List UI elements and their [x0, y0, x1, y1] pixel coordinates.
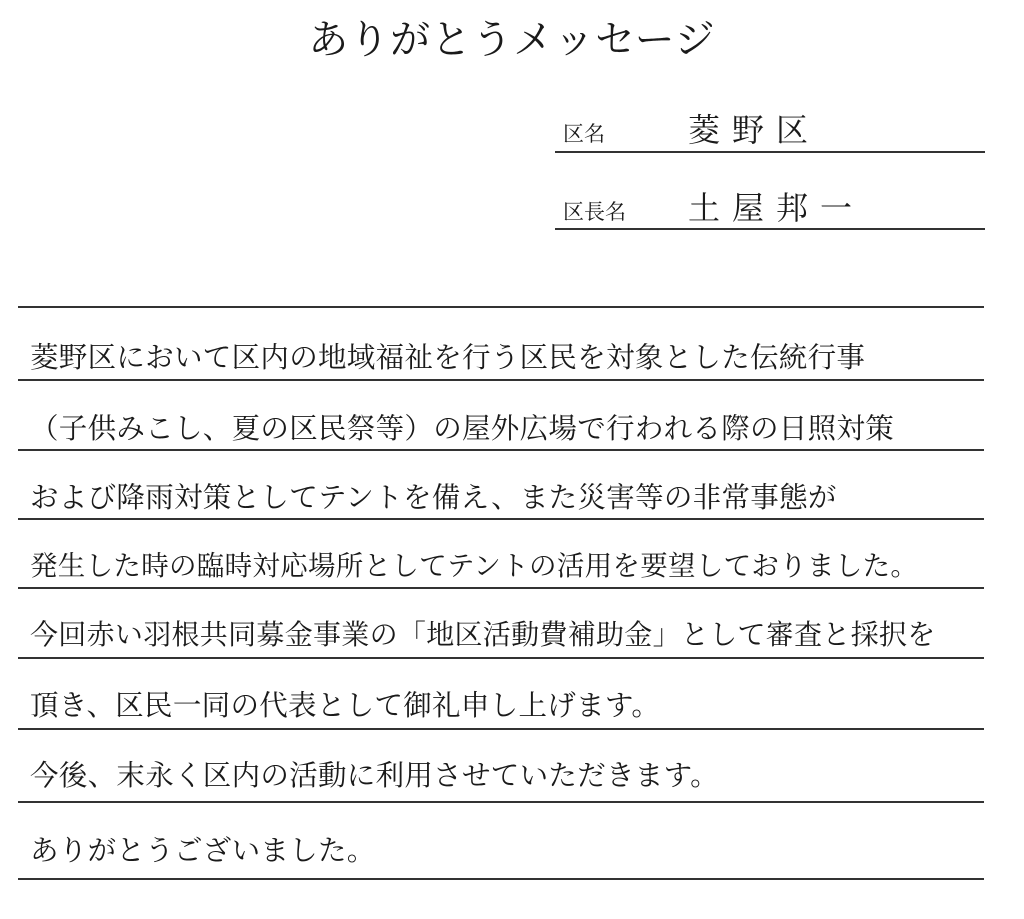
message-rule-8	[18, 878, 984, 880]
district-label: 区名	[563, 122, 605, 146]
message-line-1: 菱野区において区内の地域福祉を行う区民を対象とした伝統行事	[30, 341, 866, 374]
message-line-7: 今後、末永く区内の活動に利用させていただきます。	[30, 759, 719, 792]
district-underline	[555, 151, 985, 153]
message-rule-2	[18, 449, 984, 451]
message-line-3: および降雨対策としてテントを備え、また災害等の非常事態が	[30, 481, 837, 514]
head-label: 区長名	[563, 200, 626, 224]
head-underline	[555, 228, 985, 230]
message-line-4: 発生した時の臨時対応場所としてテントの活用を要望しておりました。	[30, 550, 919, 582]
message-rule-7	[18, 801, 984, 803]
message-rule-5	[18, 657, 984, 659]
message-rule-4	[18, 587, 984, 589]
message-rule-6	[18, 728, 984, 730]
message-line-6: 頂き、区民一同の代表として御礼申し上げます。	[30, 689, 661, 722]
message-top-rule	[18, 306, 984, 308]
head-value: 土屋邦一	[688, 189, 865, 227]
message-line-5: 今回赤い羽根共同募金事業の「地区活動費補助金」として審査と採択を	[30, 618, 936, 651]
message-line-8: ありがとうございました。	[30, 834, 376, 867]
message-line-2: （子供みこし、夏の区民祭等）の屋外広場で行われる際の日照対策	[30, 412, 895, 445]
message-rule-3	[18, 518, 984, 520]
message-rule-1	[18, 379, 984, 381]
district-value: 菱野区	[688, 111, 821, 149]
page-title: ありがとうメッセージ	[308, 17, 716, 63]
